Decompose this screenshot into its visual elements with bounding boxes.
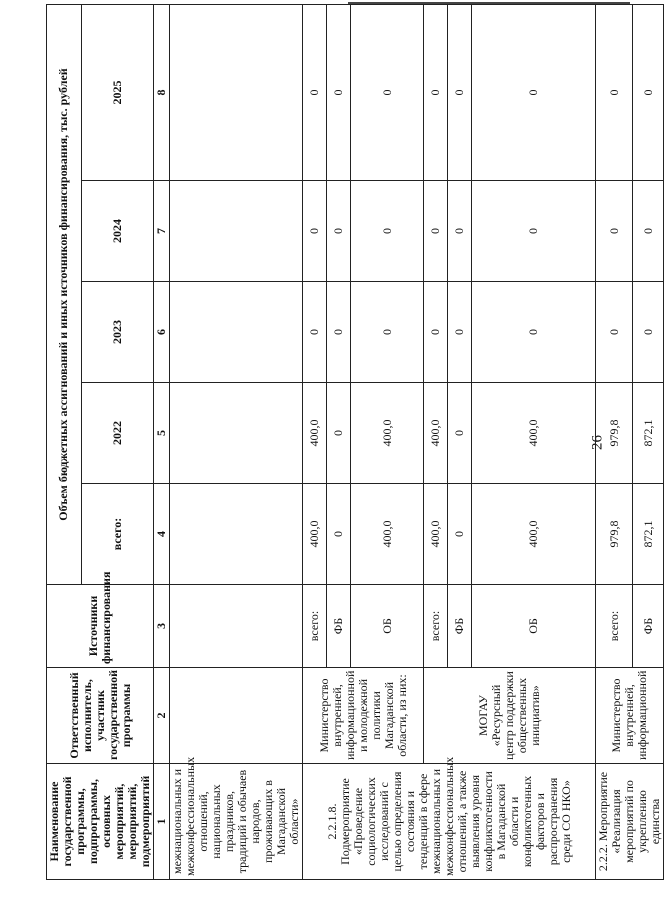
amount-2023: 0 xyxy=(351,282,424,383)
header-2025: 2025 xyxy=(81,4,153,180)
measure-name: 2.2.2. Мероприятие «Реализация мероприятий по укреплению единства xyxy=(596,764,664,880)
amount-2024: 0 xyxy=(596,181,633,282)
amount-total: 0 xyxy=(448,484,472,585)
amount-2023: 0 xyxy=(327,282,351,383)
amount-2024: 0 xyxy=(472,181,596,282)
amount-2022: 0 xyxy=(327,383,351,484)
amount-2025: 0 xyxy=(633,4,664,180)
amount-total: 0 xyxy=(327,484,351,585)
table-row xyxy=(596,4,633,879)
header-col-source: Источники финансирования xyxy=(47,585,154,668)
measure-name: 2.2.1.8. Подмероприятие «Проведение социологических исследований с целью определения состояния и тенденций в сфере межнациональных и межконфессиональных отношений, а также выявления уровня конфликтогенности в Магаданской области и конфликтогенных факторов и распространения среди СО НКО» xyxy=(303,764,596,880)
funding-source: ФБ xyxy=(327,585,351,668)
amount-2024: 0 xyxy=(448,181,472,282)
amount-2023: 0 xyxy=(424,282,448,383)
amount-2022: 872,1 xyxy=(633,383,664,484)
budget-table xyxy=(46,4,664,880)
amount-2023: 0 xyxy=(596,282,633,383)
funding-source: всего: xyxy=(303,585,327,668)
funding-source: ФБ xyxy=(633,585,664,668)
page-number: 26 xyxy=(589,435,606,450)
funding-source: всего: xyxy=(424,585,448,668)
amount-2025: 0 xyxy=(424,4,448,180)
col-number: 6 xyxy=(154,282,170,383)
amount-2024: 0 xyxy=(633,181,664,282)
col-number: 7 xyxy=(154,181,170,282)
col-number: 2 xyxy=(154,668,170,764)
amount-total: 400,0 xyxy=(303,484,327,585)
amount-2023: 0 xyxy=(448,282,472,383)
amount-2022: 400,0 xyxy=(351,383,424,484)
funding-source: всего: xyxy=(596,585,633,668)
amount-2023: 0 xyxy=(303,282,327,383)
table-row xyxy=(424,4,448,879)
header-funding: Объем бюджетных ассигнований и иных источников финансирования, тыс. рублей xyxy=(47,4,82,584)
amount-2024: 0 xyxy=(303,181,327,282)
header-2023: 2023 xyxy=(81,282,153,383)
amount-2022: 400,0 xyxy=(472,383,596,484)
col-number: 3 xyxy=(154,585,170,668)
amount-2025: 0 xyxy=(327,4,351,180)
measure-name: межнациональных и межконфессиональных отношений, национальных праздников, традиций и обычаев народов, проживающих в Магаданской области» xyxy=(170,764,303,880)
amount-2024: 0 xyxy=(351,181,424,282)
amount-total: 400,0 xyxy=(351,484,424,585)
amount-2024: 0 xyxy=(327,181,351,282)
rotated-page xyxy=(46,5,662,880)
amount-total: 400,0 xyxy=(472,484,596,585)
funding-source: ОБ xyxy=(351,585,424,668)
amount-total: 872,1 xyxy=(633,484,664,585)
funding-source: ОБ xyxy=(472,585,596,668)
executor: МОГАУ «Ресурсный центр поддержки общественных инициатив» xyxy=(424,668,596,764)
amount-2023: 0 xyxy=(633,282,664,383)
amount-2025: 0 xyxy=(351,4,424,180)
amount-2025: 0 xyxy=(472,4,596,180)
header-total: всего: xyxy=(81,484,153,585)
col-number: 1 xyxy=(154,764,170,880)
header-2022: 2022 xyxy=(81,383,153,484)
header-col-name: Наименование государственной программы, подпрограммы, основных мероприятий, мероприятий, подмероприятий xyxy=(47,764,154,880)
col-number: 5 xyxy=(154,383,170,484)
amount-total: 400,0 xyxy=(424,484,448,585)
amount-2023: 0 xyxy=(472,282,596,383)
table-row xyxy=(303,4,327,879)
amount-2022: 0 xyxy=(448,383,472,484)
amount-2025: 0 xyxy=(596,4,633,180)
table-row xyxy=(170,4,303,879)
amount-2025: 0 xyxy=(303,4,327,180)
amount-total: 979,8 xyxy=(596,484,633,585)
amount-2025: 0 xyxy=(448,4,472,180)
column-number-row xyxy=(154,4,170,879)
amount-2022: 979,8 xyxy=(596,383,633,484)
col-number: 4 xyxy=(154,484,170,585)
col-number: 8 xyxy=(154,4,170,180)
funding-source: ФБ xyxy=(448,585,472,668)
header-col-executor: Ответственный исполнитель, участник государственной программы xyxy=(47,668,154,764)
amount-2024: 0 xyxy=(424,181,448,282)
executor: Министерство внутренней, информационной и молодежной политики Магаданской области, из них: xyxy=(303,668,424,764)
amount-2022: 400,0 xyxy=(424,383,448,484)
amount-2022: 400,0 xyxy=(303,383,327,484)
header-2024: 2024 xyxy=(81,181,153,282)
executor: Министерство внутренней, информационной xyxy=(596,668,664,764)
